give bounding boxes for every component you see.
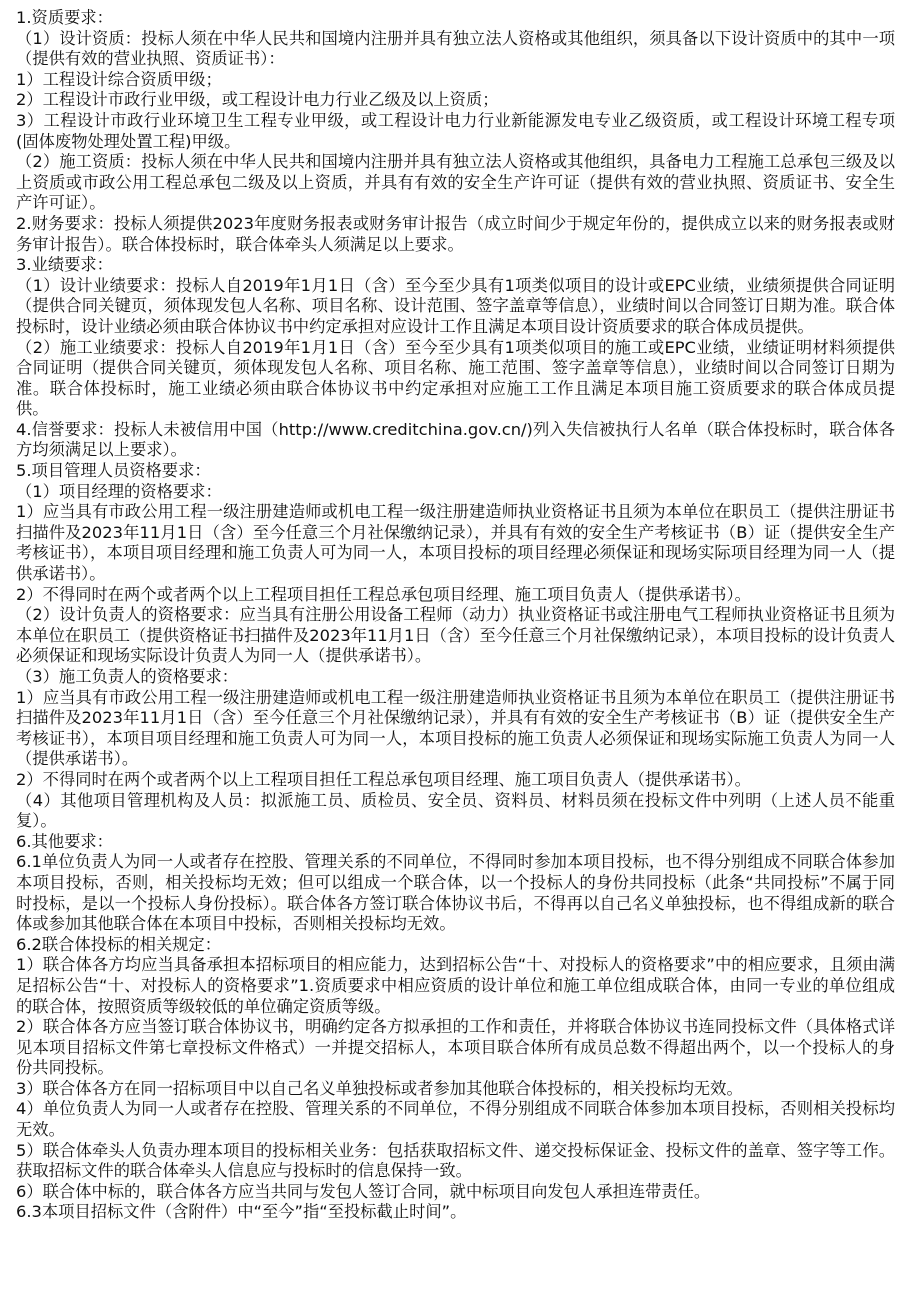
subheading-construction-lead: （3）施工负责人的资格要求： (16, 667, 239, 686)
heading-6-2: 6.2联合体投标的相关规定： (16, 934, 221, 954)
paragraph-construction-performance: （2）施工业绩要求：投标人自2019年1月1日（含）至今至少具有1项类似项目的施工或EPC业绩，业绩证明材料须提供合同证明（提供合同关键页，须体现发包人名称、项目名称、施工范围、签字盖章等信息），业绩时间以合同签订日期为准。联合体投标时，施工业绩必须由联合体协议书中约定承担对应施工工作且满足本项目施工资质要求的联合体成员提供。 (16, 337, 895, 419)
list-item: 2）不得同时在两个或者两个以上工程项目担任工程总承包项目经理、施工项目负责人（提供承诺书）。 (16, 769, 751, 789)
heading-financial: 2.财务要求：投标人须提供2023年度财务报表或财务审计报告（成立时间少于规定年份的，提供成立以来的财务报表或财务审计报告）。联合体投标时，联合体牵头人须满足以上要求。 (16, 213, 895, 254)
heading-qualification: 1.资质要求： (16, 8, 113, 27)
heading-other-requirements: 6.其他要求： (16, 831, 113, 851)
heading-personnel: 5.项目管理人员资格要求： (16, 461, 211, 481)
paragraph-design-qualification: （1）设计资质：投标人须在中华人民共和国境内注册并具有独立法人资格或其他组织，须具备以下设计资质中的其中一项（提供有效的营业执照、资质证书）： (16, 28, 895, 69)
list-item: 2）联合体各方应当签订联合体协议书，明确约定各方拟承担的工作和责任，并将联合体协议书连同投标文件（具体格式详见本项目招标文件第七章投标文件格式）一并提交招标人，本项目联合体所有成员总数不得超出两个，以一个投标人的身份共同投标。 (16, 1017, 895, 1078)
list-item: 1）联合体各方均应当具备承担本招标项目的相应能力，达到招标公告“十、对投标人的资格要求”中的相应要求，且须由满足招标公告“十、对投标人的资格要求”1.资质要求中相应资质的设计单位和施工单位组成联合体，由同一专业的单位组成的联合体，按照资质等级较低的单位确定资质等级。 (16, 955, 895, 1016)
subheading-project-manager: （1）项目经理的资格要求： (16, 481, 222, 501)
list-item: 1）应当具有市政公用工程一级注册建造师或机电工程一级注册建造师执业资格证书且须为本单位在职员工（提供注册证书扫描件及2023年11月1日（含）至今任意三个月社保缴纳记录），并具有有效的安全生产考核证书（B）证（提供安全生产考核证书），本项目项目经理和施工负责人可为同一人，本项目投标的项目经理必须保证和现场实际项目经理为同一人（提供承诺书）。 (16, 502, 895, 584)
list-item: 2）不得同时在两个或者两个以上工程项目担任工程总承包项目经理、施工项目负责人（提供承诺书）。 (16, 584, 751, 604)
list-item: 1）应当具有市政公用工程一级注册建造师或机电工程一级注册建造师执业资格证书且须为本单位在职员工（提供注册证书扫描件及2023年11月1日（含）至今任意三个月社保缴纳记录），并具有有效的安全生产考核证书（B）证（提供安全生产考核证书），本项目项目经理和施工负责人可为同一人，本项目投标的施工负责人必须保证和现场实际施工负责人为同一人（提供承诺书）。 (16, 687, 895, 769)
paragraph-6-1: 6.1单位负责人为同一人或者存在控股、管理关系的不同单位，不得同时参加本项目投标，也不得分别组成不同联合体参加本项目投标，否则，相关投标均无效；但可以组成一个联合体，以一个投标人的身份共同投标（此条“共同投标”不属于同时投标，是以一个投标人身份投标）。联合体各方签订联合体协议书后，不得再以自己名义单独投标，也不得组成新的联合体或参加其他联合体在本项目中投标，否则相关投标均无效。 (16, 852, 895, 934)
list-item: 2）工程设计市政行业甲级，或工程设计电力行业乙级及以上资质； (16, 90, 499, 110)
list-item: 1）工程设计综合资质甲级； (16, 69, 222, 89)
list-item: 3）工程设计市政行业环境卫生工程专业甲级，或工程设计电力行业新能源发电专业乙级资质，或工程设计环境工程专项(固体废物处理处置工程)甲级。 (16, 110, 895, 151)
list-item: 5）联合体牵头人负责办理本项目的投标相关业务：包括获取招标文件、递交投标保证金、投标文件的盖章、签字等工作。获取招标文件的联合体牵头人信息应与投标时的信息保持一致。 (16, 1140, 895, 1181)
paragraph-other-staff: （4）其他项目管理机构及人员：拟派施工员、质检员、安全员、资料员、材料员须在投标文件中列明（上述人员不能重复）。 (16, 790, 895, 831)
heading-credit: 4.信誉要求：投标人未被信用中国（http://www.creditchina.gov.cn/)列入失信被执行人名单（联合体投标时，联合体各方均须满足以上要求）。 (16, 419, 895, 460)
paragraph-design-performance: （1）设计业绩要求：投标人自2019年1月1日（含）至今至少具有1项类似项目的设计或EPC业绩，业绩须提供合同证明（提供合同关键页，须体现发包人名称、项目名称、设计范围、签字盖章等信息），业绩时间以合同签订日期为准。联合体投标时，设计业绩必须由联合体协议书中约定承担对应设计工作且满足本项目设计资质要求的联合体成员提供。 (16, 275, 895, 336)
heading-performance: 3.业绩要求： (16, 255, 113, 275)
list-item: 3）联合体各方在同一招标项目中以自己名义单独投标或者参加其他联合体投标的，相关投标均无效。 (16, 1078, 743, 1098)
list-item: 4）单位负责人为同一人或者存在控股、管理关系的不同单位，不得分别组成不同联合体参加本项目投标，否则相关投标均无效。 (16, 1099, 895, 1140)
list-item: 6）联合体中标的，联合体各方应当共同与发包人签订合同，就中标项目向发包人承担连带责任。 (16, 1181, 711, 1201)
paragraph-6-3: 6.3本项目招标文件（含附件）中“至今”指“至投标截止时间”。 (16, 1202, 467, 1222)
paragraph-design-lead: （2）设计负责人的资格要求：应当具有注册公用设备工程师（动力）执业资格证书或注册电气工程师执业资格证书且须为本单位在职员工（提供资格证书扫描件及2023年11月1日（含）至今任意三个月社保缴纳记录），本项目投标的设计负责人必须保证和现场实际设计负责人为同一人（提供承诺书）。 (16, 605, 895, 666)
paragraph-construction-qualification: （2）施工资质：投标人须在中华人民共和国境内注册并具有独立法人资格或其他组织，具备电力工程施工总承包三级及以上资质或市政公用工程总承包二级及以上资质，并具有有效的安全生产许可证（提供有效的营业执照、资质证书、安全生产许可证）。 (16, 152, 895, 213)
